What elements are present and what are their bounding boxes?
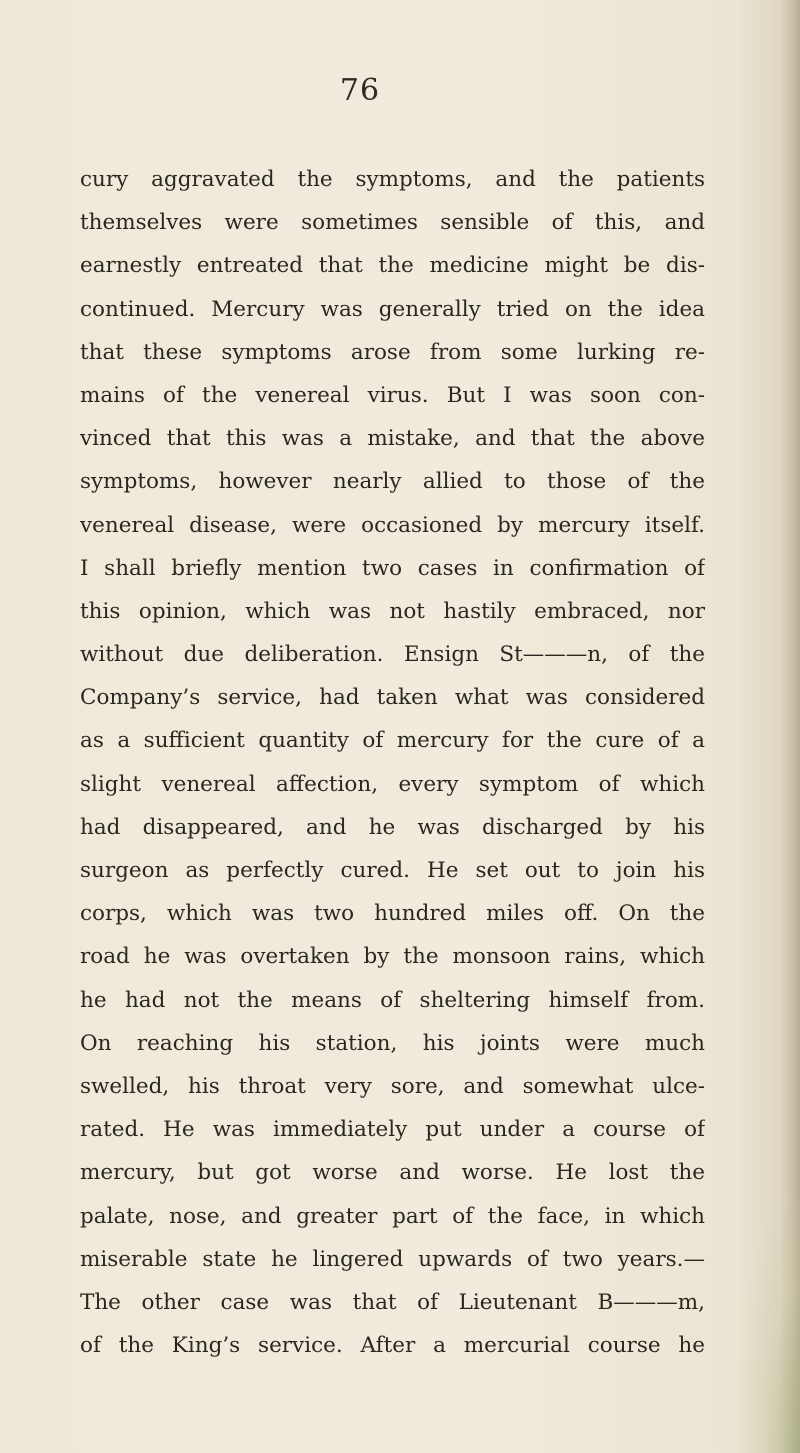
text-line: he had not the means of sheltering himself from. [80, 987, 705, 1013]
text-line: venereal disease, were occasioned by mercury itself. [80, 512, 705, 538]
text-line: as a sufficient quantity of mercury for the cure of a [80, 728, 705, 754]
text-line: without due deliberation. Ensign St———n, of the [80, 642, 705, 668]
text-line: cury aggravated the symptoms, and the patients [80, 167, 705, 192]
text-line: symptoms, however nearly allied to those of the [80, 469, 705, 495]
text-line: Company’s service, had taken what was considered [80, 685, 705, 711]
text-line: surgeon as perfectly cured. He set out to join his [80, 858, 705, 883]
text-line: I shall briefly mention two cases in confirmation of [80, 555, 705, 581]
text-line: continued. Mercury was generally tried on the idea [80, 296, 705, 322]
body-text [80, 158, 705, 1367]
text-line: earnestly entreated that the medicine might be dis- [80, 253, 705, 279]
text-line: The other case was that of Lieutenant B———m, [80, 1289, 705, 1315]
text-line: that these symptoms arose from some lurking re- [80, 339, 705, 365]
text-line: vinced that this was a mistake, and that the above [80, 426, 705, 452]
text-line: had disappeared, and he was discharged by his [80, 814, 705, 840]
text-line: of the King’s service. After a mercurial course he [80, 1333, 705, 1359]
text-line: palate, nose, and greater part of the face, in which [80, 1203, 705, 1229]
text-line: miserable state he lingered upwards of two years.— [80, 1246, 705, 1272]
text-line: themselves were sometimes sensible of this, and [80, 210, 705, 236]
page-stain [740, 1193, 800, 1453]
text-line: On reaching his station, his joints were much [80, 1030, 705, 1056]
text-line: slight venereal affection, every symptom of which [80, 771, 705, 797]
text-line: mains of the venereal virus. But I was soon con- [80, 382, 705, 408]
text-line: rated. He was immediately put under a course of [80, 1117, 705, 1143]
text-line: corps, which was two hundred miles off. On the [80, 901, 705, 927]
text-line: mercury, but got worse and worse. He lost the [80, 1160, 705, 1186]
text-line: this opinion, which was not hastily embraced, nor [80, 598, 705, 624]
text-line: road he was overtaken by the monsoon rains, which [80, 944, 705, 970]
page-number: 76 [339, 73, 381, 108]
text-line: swelled, his throat very sore, and somewhat ulce- [80, 1073, 705, 1099]
